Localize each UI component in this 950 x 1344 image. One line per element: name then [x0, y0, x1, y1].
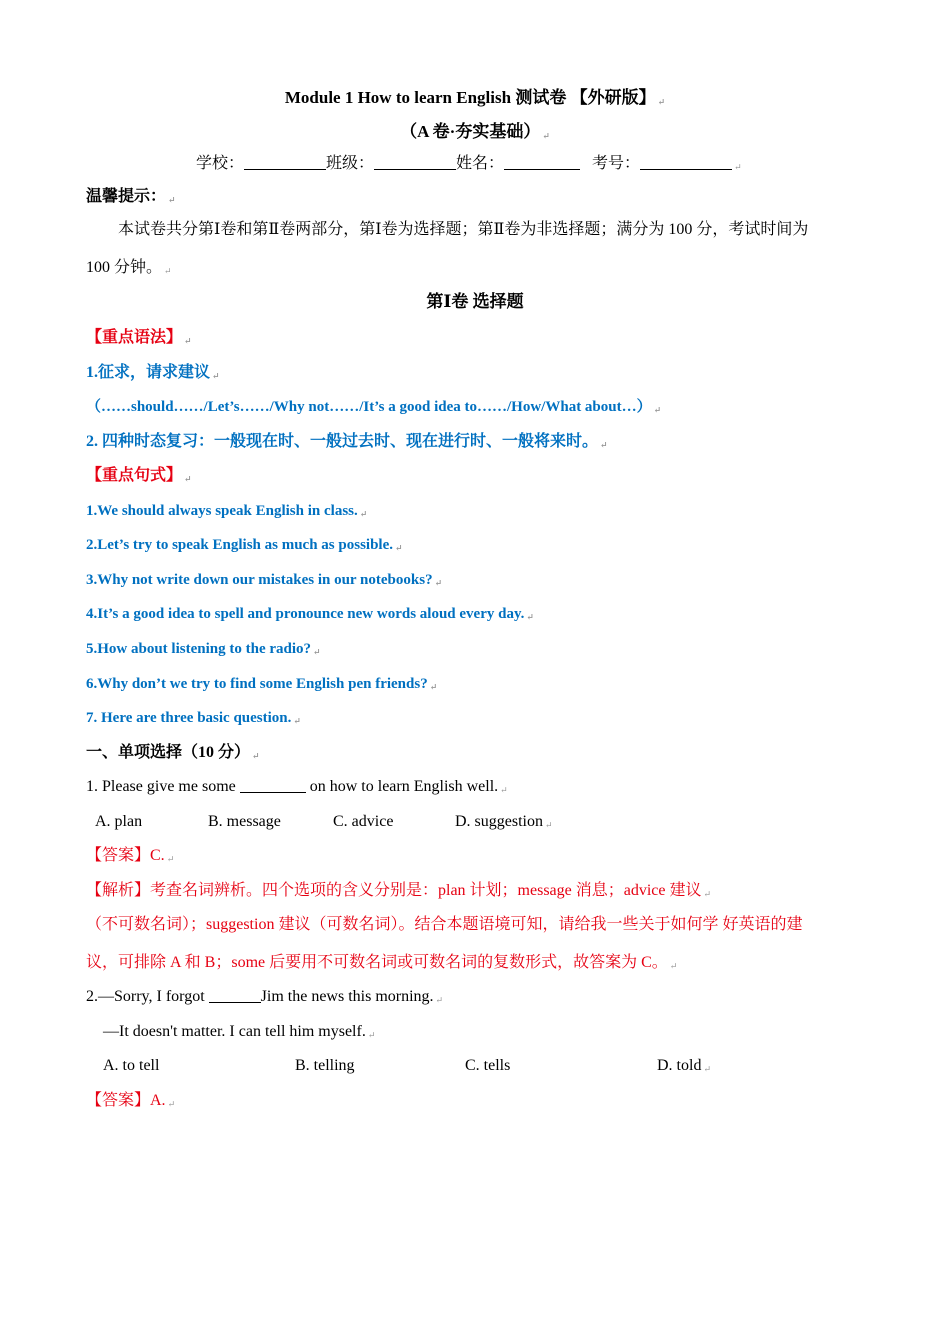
question-1-analysis: 议，可排除 A 和 B；some 后要用不可数名词或可数名词的复数形式，故答案为 C。 ↵	[86, 954, 678, 971]
question-1-stem: 1. Please give me some on how to learn English well. ↵	[86, 778, 508, 795]
key-sentence: 6.Why don’t we try to find some English pen friends? ↵	[86, 676, 438, 692]
question-1-answer: 【答案】C. ↵	[86, 847, 175, 864]
option-d[interactable]: D. suggestion ↵	[455, 813, 553, 830]
tips-text-line1: 本试卷共分第Ⅰ卷和第Ⅱ卷两部分，第Ⅰ卷为选择题；第Ⅱ卷为非选择题；满分为 100 分，考试时间为	[118, 221, 809, 238]
exam-number-blank[interactable]	[640, 155, 732, 170]
question-2-stem: 2.—Sorry, I forgot Jim the news this morning. ↵	[86, 988, 444, 1005]
key-sentence: 5.How about listening to the radio? ↵	[86, 641, 321, 657]
key-sentence: 4.It’s a good idea to spell and pronounce new words aloud every day. ↵	[86, 606, 534, 622]
section1-title: 一、单项选择（10 分） ↵	[86, 744, 260, 761]
option-a[interactable]: A. to tell	[103, 1057, 160, 1074]
question-2-blank[interactable]	[209, 988, 261, 1003]
class-blank[interactable]	[374, 155, 456, 170]
student-info-row: 学校： 班级： 姓名： 考号： ↵	[196, 155, 742, 172]
question-1-analysis: 【解析】考查名词辨析。四个选项的含义分别是：plan 计划；message 消息；advice 建议 ↵	[86, 882, 712, 899]
tips-label: 温馨提示： ↵	[86, 188, 176, 205]
question-2-answer: 【答案】A. ↵	[86, 1092, 176, 1109]
grammar-item: 2. 四种时态复习：一般现在时、一般过去时、现在进行时、一般将来时。 ↵	[86, 433, 608, 450]
option-c[interactable]: C. tells	[465, 1057, 511, 1074]
question-1-blank[interactable]	[240, 778, 306, 793]
exam-title: Module 1 How to learn English 测试卷 【外研版】 ↵	[284, 88, 666, 107]
grammar-item: （……should……/Let’s……/Why not……/It’s a good idea to……/How/What about…） ↵	[86, 399, 662, 415]
exam-subtitle: （A 卷·夯实基础） ↵	[400, 122, 550, 141]
option-b[interactable]: B. message	[208, 813, 281, 830]
grammar-item: 1.征求，请求建议 ↵	[86, 364, 220, 381]
option-c[interactable]: C. advice	[333, 813, 394, 830]
school-blank[interactable]	[244, 155, 326, 170]
key-sentence: 3.Why not write down our mistakes in our notebooks? ↵	[86, 572, 443, 588]
option-d[interactable]: D. told ↵	[657, 1057, 711, 1074]
key-sentence: 2.Let’s try to speak English as much as possible. ↵	[86, 537, 403, 553]
sentence-label: 【重点句式】 ↵	[86, 467, 192, 484]
part1-title: 第Ⅰ卷 选择题	[426, 292, 524, 311]
key-sentence: 7. Here are three basic question. ↵	[86, 710, 301, 726]
grammar-label: 【重点语法】 ↵	[86, 329, 192, 346]
key-sentence: 1.We should always speak English in class. ↵	[86, 503, 368, 519]
tips-text-line2: 100 分钟。 ↵	[86, 259, 172, 276]
option-a[interactable]: A. plan	[95, 813, 143, 830]
name-blank[interactable]	[504, 155, 580, 170]
option-b[interactable]: B. telling	[295, 1057, 355, 1074]
question-1-analysis: （不可数名词）；suggestion 建议（可数名词）。结合本题语境可知，请给我一些关于如何学 好英语的建	[86, 916, 803, 933]
question-2-reply: —It doesn't matter. I can tell him myself. ↵	[103, 1023, 376, 1040]
